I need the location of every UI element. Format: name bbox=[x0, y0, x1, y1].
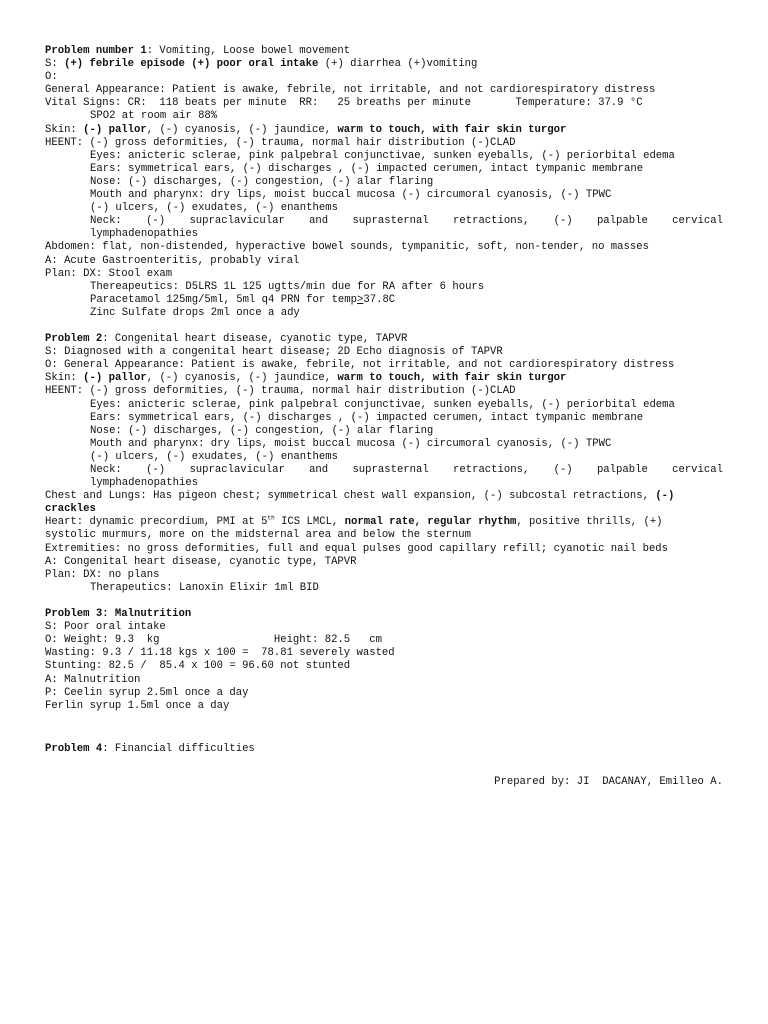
general-appearance: General Appearance: Patient is awake, febrile, not irritable, and not cardiorespiratory distress bbox=[45, 84, 656, 97]
paracetamol-line: Paracetamol 125mg/5ml, 5ml q4 PRN for temp>37.8C bbox=[90, 293, 396, 306]
problem-1-subjective: S: (+) febrile episode (+) poor oral intake (+) diarrhea (+)vomiting bbox=[45, 58, 478, 71]
heart-line: Heart: dynamic precordium, PMI at 5th ICS LMCL, normal rate, regular rhythm, positive thrills, (+) bbox=[45, 514, 663, 529]
therapeutics-line: Thereapeutics: D5LRS 1L 125 ugtts/min due for RA after 6 hours bbox=[90, 280, 485, 293]
eyes-line: Eyes: anicteric sclerae, pink palpebral conjunctivae, sunken eyeballs, (-) periorbital edema bbox=[90, 398, 675, 411]
problem-2-subjective: S: Diagnosed with a congenital heart disease; 2D Echo diagnosis of TAPVR bbox=[45, 346, 503, 359]
heent-line: HEENT: (-) gross deformities, (-) trauma, normal hair distribution (-)CLAD bbox=[45, 136, 516, 149]
nose-line: Nose: (-) discharges, (-) congestion, (-) alar flaring bbox=[90, 175, 434, 188]
assessment-line: A: Congenital heart disease, cyanotic type, TAPVR bbox=[45, 555, 357, 568]
problem-1-title: Problem number 1: Vomiting, Loose bowel movement bbox=[45, 45, 351, 57]
eyes-line: Eyes: anicteric sclerae, pink palpebral conjunctivae, sunken eyeballs, (-) periorbital edema bbox=[90, 149, 675, 162]
document-page bbox=[45, 45, 723, 789]
abdomen-line: Abdomen: flat, non-distended, hyperactive bowel sounds, tympanitic, soft, non-tender, no masses bbox=[45, 241, 649, 254]
nose-line: Nose: (-) discharges, (-) congestion, (-) alar flaring bbox=[90, 424, 434, 437]
assessment-line: A: Acute Gastroenteritis, probably viral bbox=[45, 254, 300, 267]
problem-4-title: Problem 4: Financial difficulties bbox=[45, 742, 255, 755]
crackles-line: crackles bbox=[45, 503, 96, 516]
ferlin-line: Ferlin syrup 1.5ml once a day bbox=[45, 699, 230, 712]
chest-lungs-line: Chest and Lungs: Has pigeon chest; symmetrical chest wall expansion, (-) subcostal retractions, (-) bbox=[45, 490, 675, 503]
mouth-line: Mouth and pharynx: dry lips, moist buccal mucosa (-) circumoral cyanosis, (-) TPWC bbox=[90, 189, 612, 202]
ulcers-line: (-) ulcers, (-) exudates, (-) enanthems bbox=[90, 202, 338, 215]
therapeutics-line: Therapeutics: Lanoxin Elixir 1ml BID bbox=[90, 581, 319, 594]
prepared-by: Prepared by: JI DACANAY, Emilleo A. bbox=[494, 775, 723, 788]
extremities-line: Extremities: no gross deformities, full and equal pulses good capillary refill; cyanotic nail beds bbox=[45, 542, 669, 555]
lymph-line: lymphadenopathies bbox=[90, 228, 199, 241]
problem-3-subjective: S: Poor oral intake bbox=[45, 621, 166, 634]
ears-line: Ears: symmetrical ears, (-) discharges , (-) impacted cerumen, intact tympanic membrane bbox=[90, 162, 644, 175]
neck-line: Neck: (-) supraclavicular and suprasternal retractions, (-) palpable cervical bbox=[90, 464, 723, 476]
ulcers-line: (-) ulcers, (-) exudates, (-) enanthems bbox=[90, 450, 338, 463]
systolic-line: systolic murmurs, more on the midsternal area and below the sternum bbox=[45, 529, 471, 542]
vital-signs: Vital Signs: CR: 118 beats per minute RR: 25 breaths per minute Temperature: 37.9 °C bbox=[45, 97, 643, 110]
problem-2-title: Problem 2: Congenital heart disease, cyanotic type, TAPVR bbox=[45, 333, 408, 346]
ears-line: Ears: symmetrical ears, (-) discharges , (-) impacted cerumen, intact tympanic membrane bbox=[90, 411, 644, 424]
heent-line: HEENT: (-) gross deformities, (-) trauma, normal hair distribution (-)CLAD bbox=[45, 385, 516, 398]
stunting-line: Stunting: 82.5 / 85.4 x 100 = 96.60 not stunted bbox=[45, 660, 351, 673]
skin-line: Skin: (-) pallor, (-) cyanosis, (-) jaundice, warm to touch, with fair skin turgor bbox=[45, 372, 567, 385]
plan-line: Plan: DX: no plans bbox=[45, 568, 160, 581]
plan-line: P: Ceelin syrup 2.5ml once a day bbox=[45, 686, 249, 699]
spo2-line: SPO2 at room air 88% bbox=[90, 110, 218, 123]
plan-line: Plan: DX: Stool exam bbox=[45, 267, 173, 280]
lymph-line: lymphadenopathies bbox=[90, 477, 199, 490]
weight-height-line: O: Weight: 9.3 kg Height: 82.5 cm bbox=[45, 634, 382, 647]
zinc-line: Zinc Sulfate drops 2ml once a ady bbox=[90, 306, 300, 319]
problem-3-title: Problem 3: Malnutrition bbox=[45, 608, 192, 621]
problem-1-objective: O: bbox=[45, 71, 58, 84]
problem-2-objective: O: General Appearance: Patient is awake, febrile, not irritable, and not cardiorespiratory distress bbox=[45, 359, 675, 372]
mouth-line: Mouth and pharynx: dry lips, moist buccal mucosa (-) circumoral cyanosis, (-) TPWC bbox=[90, 437, 612, 450]
skin-line: Skin: (-) pallor, (-) cyanosis, (-) jaundice, warm to touch, with fair skin turgor bbox=[45, 123, 567, 136]
wasting-line: Wasting: 9.3 / 11.18 kgs x 100 = 78.81 severely wasted bbox=[45, 647, 395, 660]
neck-line: Neck: (-) supraclavicular and suprasternal retractions, (-) palpable cervical bbox=[90, 215, 723, 228]
assessment-line: A: Malnutrition bbox=[45, 673, 141, 686]
